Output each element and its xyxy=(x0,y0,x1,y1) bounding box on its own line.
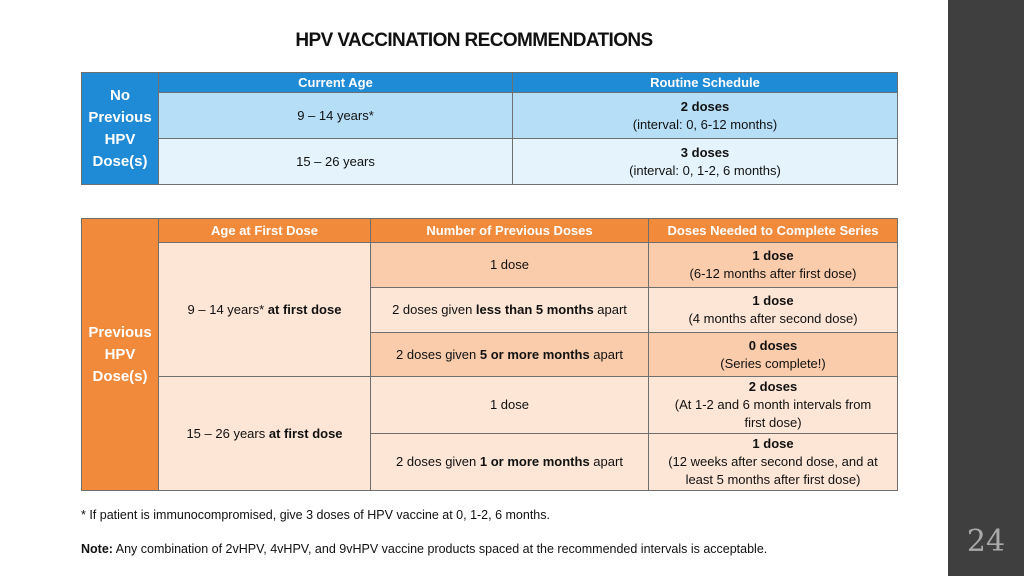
doses-needed-cell xyxy=(649,243,898,288)
previous-doses-suffix: apart xyxy=(593,302,627,317)
no-previous-doses-table xyxy=(81,72,898,185)
dose-count: 1 dose xyxy=(752,248,794,263)
note-text: Any combination of 2vHPV, 4vHPV, and 9vHPV vaccine products spaced at the recommended intervals is acceptable. xyxy=(112,542,768,556)
doses-needed-cell xyxy=(649,288,898,333)
age-cell: 9 – 14 years* xyxy=(159,93,513,139)
previous-doses-label xyxy=(82,219,159,491)
age-group-text: 9 – 14 years* xyxy=(187,301,265,317)
age-cell: 15 – 26 years xyxy=(159,139,513,185)
side-label-line: HPV xyxy=(104,345,136,363)
side-label-line: Dose(s) xyxy=(92,152,148,170)
side-label-line: Previous xyxy=(88,108,152,126)
age-group-text: 15 – 26 years xyxy=(186,425,266,441)
previous-doses-text: 2 doses given xyxy=(396,346,480,362)
dose-interval: (interval: 0, 1-2, 6 months) xyxy=(629,162,781,178)
dose-detail: (6-12 months after first dose) xyxy=(689,266,857,281)
table-row xyxy=(82,377,898,434)
dose-detail: (At 1-2 and 6 month intervals from xyxy=(674,397,872,412)
previous-doses-cell xyxy=(371,333,649,377)
previous-doses-emphasis: 1 or more months xyxy=(479,454,590,469)
no-previous-doses-label xyxy=(82,73,159,185)
side-label-line: No xyxy=(110,86,130,104)
schedule-cell xyxy=(513,139,898,185)
table-row xyxy=(82,139,898,185)
side-panel xyxy=(948,0,1024,576)
slide-title: HPV VACCINATION RECOMMENDATIONS xyxy=(295,30,653,51)
previous-doses-text: 2 doses given xyxy=(396,454,480,469)
header-current-age: Current Age xyxy=(159,73,513,93)
age-group-emphasis: at first dose xyxy=(265,425,343,441)
previous-doses-text: 1 dose xyxy=(489,397,530,412)
dose-detail: (Series complete!) xyxy=(720,355,826,371)
doses-needed-cell xyxy=(649,377,898,434)
dose-detail: (12 weeks after second dose, and at xyxy=(668,454,878,469)
schedule-cell xyxy=(513,93,898,139)
previous-doses-emphasis: 5 or more months xyxy=(479,346,590,362)
dose-count: 1 dose xyxy=(752,436,794,451)
previous-doses-text: 2 doses given xyxy=(392,302,476,317)
table-row xyxy=(82,243,898,288)
previous-doses-cell xyxy=(371,434,649,491)
previous-doses-text: 1 dose xyxy=(489,257,530,272)
dose-count: 2 doses xyxy=(748,379,798,394)
previous-doses-cell xyxy=(371,243,649,288)
previous-doses-emphasis: less than 5 months xyxy=(475,302,594,317)
header-number-of-previous-doses: Number of Previous Doses xyxy=(371,219,649,243)
previous-doses-cell xyxy=(371,377,649,434)
doses-needed-cell xyxy=(649,434,898,491)
previous-doses-suffix: apart xyxy=(589,454,623,469)
dose-interval: (interval: 0, 6-12 months) xyxy=(632,116,778,132)
header-doses-needed: Doses Needed to Complete Series xyxy=(649,219,898,243)
header-routine-schedule: Routine Schedule xyxy=(513,73,898,93)
note xyxy=(81,542,767,556)
side-label-line: HPV xyxy=(104,130,136,148)
dose-count: 2 doses xyxy=(680,98,730,114)
page-number: 24 xyxy=(966,524,1006,559)
footnote: * If patient is immunocompromised, give 3 doses of HPV vaccine at 0, 1-2, 6 months. xyxy=(81,508,550,522)
side-label-line: Previous xyxy=(88,323,152,341)
dose-detail: first dose) xyxy=(744,415,802,430)
previous-doses-suffix: apart xyxy=(589,346,623,362)
header-age-at-first-dose: Age at First Dose xyxy=(159,219,371,243)
dose-count: 3 doses xyxy=(680,144,730,160)
doses-needed-cell xyxy=(649,333,898,377)
previous-doses-cell xyxy=(371,288,649,333)
dose-count: 1 dose xyxy=(752,293,794,308)
dose-detail: least 5 months after first dose) xyxy=(685,472,861,487)
dose-detail: (4 months after second dose) xyxy=(688,311,858,326)
age-group-cell xyxy=(159,377,371,491)
table-row xyxy=(82,93,898,139)
dose-count: 0 doses xyxy=(748,337,798,353)
age-group-cell xyxy=(159,243,371,377)
age-group-emphasis: at first dose xyxy=(264,301,342,317)
previous-doses-table xyxy=(81,218,898,491)
side-label-line: Dose(s) xyxy=(92,367,148,385)
note-label: Note: xyxy=(81,542,113,556)
